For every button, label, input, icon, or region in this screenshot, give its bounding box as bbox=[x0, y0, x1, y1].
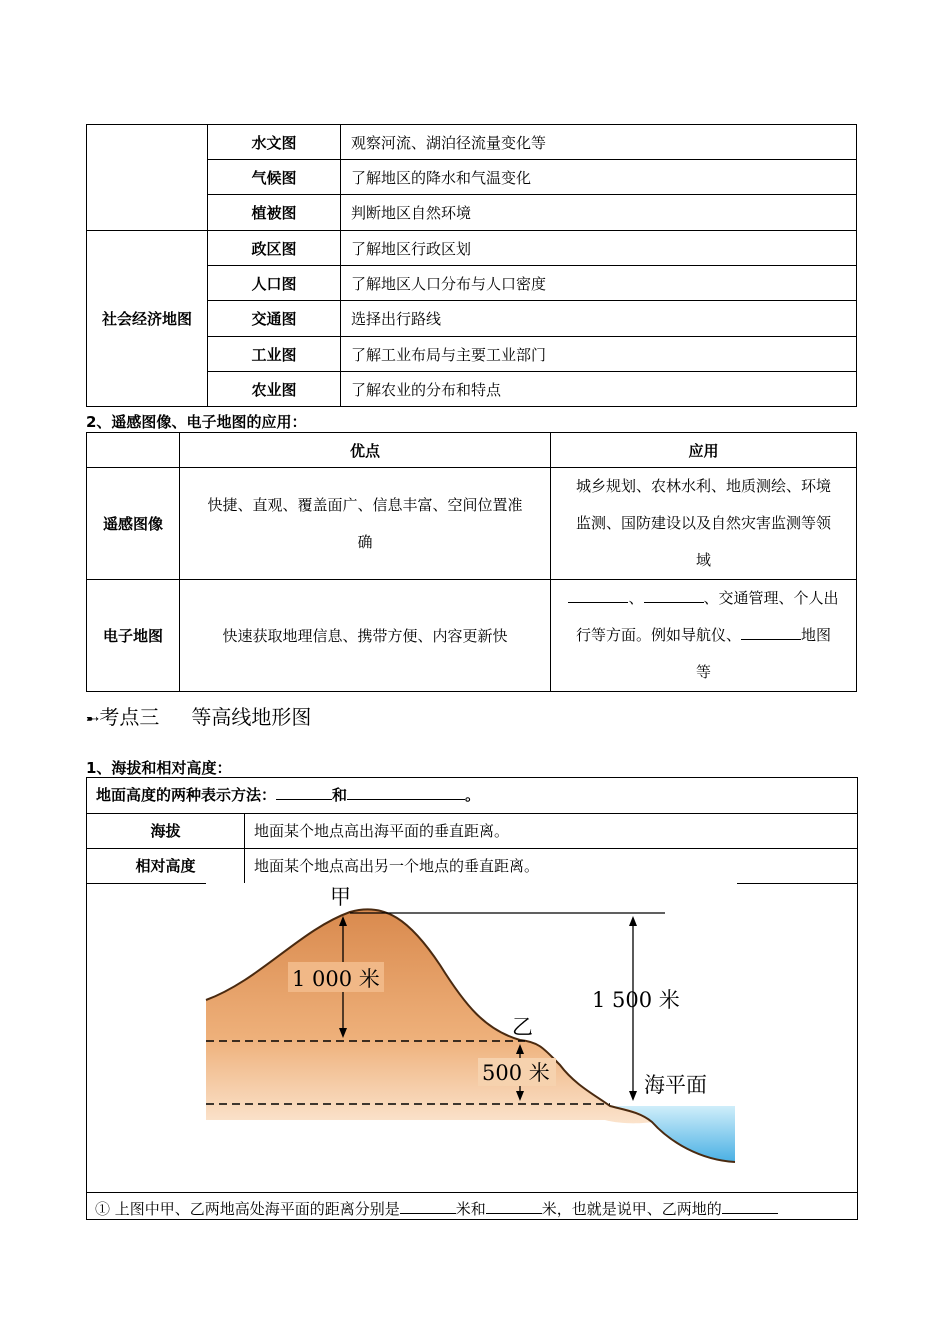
rs-label: 遥感图像 bbox=[87, 468, 180, 580]
alt-def: 地面某个地点高出海平面的垂直距离。 bbox=[254, 822, 510, 840]
altitude-diagram bbox=[200, 880, 745, 1165]
em-application bbox=[551, 580, 857, 692]
arrow-icon: ➸ bbox=[86, 709, 100, 728]
map-types-table bbox=[86, 124, 857, 407]
section2-heading: 2、遥感图像、电子地图的应用： bbox=[86, 413, 307, 431]
fill-blank[interactable] bbox=[644, 601, 704, 603]
em-app-line3: 等 bbox=[695, 663, 711, 681]
methods-row: 地面高度的两种表示方法： 和 。 bbox=[96, 786, 481, 804]
section3-label: 考点三 bbox=[99, 705, 160, 729]
map-type-cell: 水文图 bbox=[208, 125, 341, 160]
fill-blank[interactable] bbox=[568, 601, 628, 603]
em-app-line2: 行等方面。例如导航仪、 地图 bbox=[575, 626, 832, 644]
map-type-cell: 工业图 bbox=[208, 337, 341, 372]
section3-subtitle: 等高线地形图 bbox=[191, 705, 312, 729]
map-use-cell: 了解地区行政区划 bbox=[341, 231, 857, 266]
label-1000: 1 000 米 bbox=[292, 967, 380, 991]
fill-blank[interactable] bbox=[722, 1212, 778, 1214]
map-use-cell: 了解地区的降水和气温变化 bbox=[341, 160, 857, 195]
map-type-cell: 交通图 bbox=[208, 301, 341, 337]
rs-advantage bbox=[180, 468, 551, 580]
section3-1-heading: 1、海拔和相对高度： bbox=[86, 759, 232, 777]
map-use-cell: 了解工业布局与主要工业部门 bbox=[341, 337, 857, 372]
map-type-cell: 政区图 bbox=[208, 231, 341, 266]
rel-label: 相对高度 bbox=[135, 857, 196, 875]
map-use-cell: 选择出行路线 bbox=[341, 301, 857, 337]
label-jia: 甲 bbox=[330, 885, 351, 909]
map-use-cell: 了解农业的分布和特点 bbox=[341, 372, 857, 407]
rs-adv-line: 快捷、直观、覆盖面广、信息丰富、空间位置准 bbox=[207, 495, 523, 514]
label-1500: 1 500 米 bbox=[592, 988, 680, 1012]
map-use-cell: 了解地区人口分布与人口密度 bbox=[341, 266, 857, 301]
question-line: ① 上图中甲、乙两地高处海平面的距离分别是 米和 米，也就是说甲、乙两地的 bbox=[95, 1198, 778, 1219]
map-use-cell: 观察河流、湖泊径流量变化等 bbox=[341, 125, 857, 160]
fill-blank[interactable] bbox=[486, 1212, 542, 1214]
rs-adv-line: 确 bbox=[357, 532, 373, 551]
em-label: 电子地图 bbox=[87, 580, 180, 692]
land-mass bbox=[206, 909, 652, 1123]
rel-def: 地面某个地点高出另一个地点的垂直距离。 bbox=[254, 857, 540, 875]
alt-label: 海拔 bbox=[150, 822, 181, 840]
rs-app-line: 城乡规划、农林水利、地质测绘、环境 bbox=[575, 477, 831, 495]
rs-em-table bbox=[86, 432, 857, 692]
label-yi: 乙 bbox=[512, 1015, 533, 1039]
map-type-cell: 气候图 bbox=[208, 160, 341, 195]
map-type-cell: 植被图 bbox=[208, 195, 341, 231]
section3-title bbox=[86, 701, 311, 730]
rs-app-line: 监测、国防建设以及自然灾害监测等领 bbox=[575, 514, 831, 532]
em-advantage: 快速获取地理信息、携带方便、内容更新快 bbox=[180, 580, 551, 692]
fill-blank[interactable] bbox=[347, 798, 465, 800]
group-label-cell: 社会经济地图 bbox=[87, 231, 208, 407]
rs-application bbox=[551, 468, 857, 580]
label-sea: 海平面 bbox=[644, 1073, 707, 1097]
fill-blank[interactable] bbox=[400, 1212, 456, 1214]
em-app-line1: 、 、交通管理、个人出 bbox=[551, 580, 856, 617]
col-advantage-header: 优点 bbox=[180, 433, 551, 468]
fill-blank[interactable] bbox=[276, 798, 332, 800]
empty-group-cell bbox=[87, 125, 208, 231]
rs-app-line: 域 bbox=[695, 551, 711, 569]
map-type-cell: 农业图 bbox=[208, 372, 341, 407]
fill-blank[interactable] bbox=[741, 638, 801, 640]
map-type-cell: 人口图 bbox=[208, 266, 341, 301]
col-application-header: 应用 bbox=[551, 433, 857, 468]
empty-header-cell bbox=[87, 433, 180, 468]
map-use-cell: 判断地区自然环境 bbox=[341, 195, 857, 231]
label-500: 500 米 bbox=[482, 1061, 550, 1085]
